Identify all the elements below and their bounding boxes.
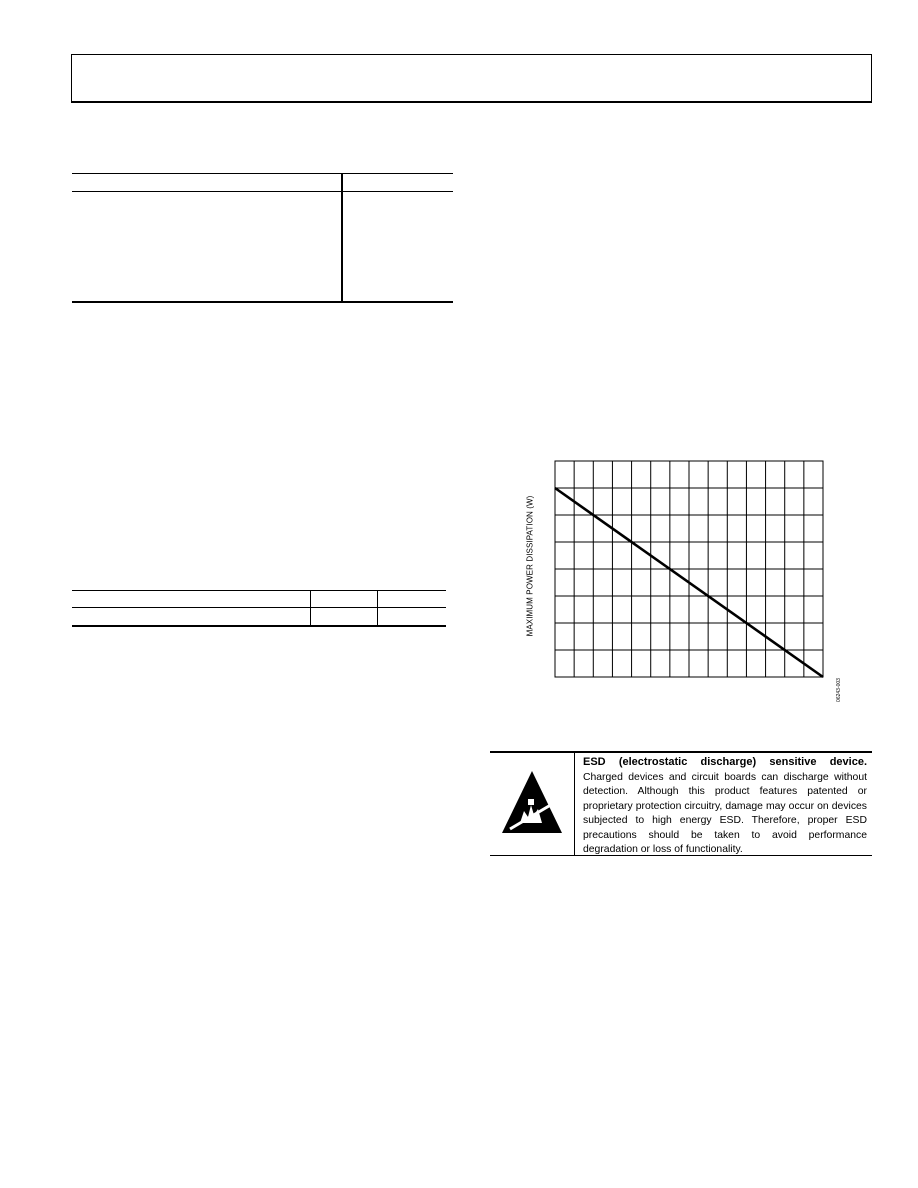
table-header-rule (72, 607, 446, 608)
table-column-divider (341, 173, 343, 302)
power-dissipation-chart (540, 455, 840, 685)
chart-y-axis-label-text: MAXIMUM POWER DISSIPATION (W) (525, 495, 535, 637)
thermal-resistance-table (72, 590, 446, 628)
table-bottom-rule (72, 301, 453, 303)
esd-heading: ESD (electrostatic discharge) sensitive device. (583, 756, 867, 768)
table-header-rule (72, 191, 453, 192)
esd-text (583, 755, 867, 858)
esd-divider (574, 751, 575, 856)
table-bottom-rule (72, 625, 446, 627)
absolute-maximum-ratings-table (72, 173, 453, 303)
figure-id-text: 06243-003 (836, 678, 842, 702)
table-top-rule (72, 590, 446, 591)
table-column-divider (310, 590, 311, 627)
table-top-rule (72, 173, 453, 174)
esd-warning-icon (500, 769, 564, 837)
esd-body: Charged devices and circuit boards can discharge without detection. Although this product features patented or proprietary protection circuitry, damage may occur on devices subjected to high energy ESD. Therefore, proper ESD precautions should be taken to avoid performance degradation or loss of functionality. (583, 771, 867, 855)
esd-top-rule (490, 751, 872, 753)
table-column-divider (377, 590, 378, 627)
esd-warning-box (490, 751, 872, 856)
page-header-box (71, 54, 872, 103)
